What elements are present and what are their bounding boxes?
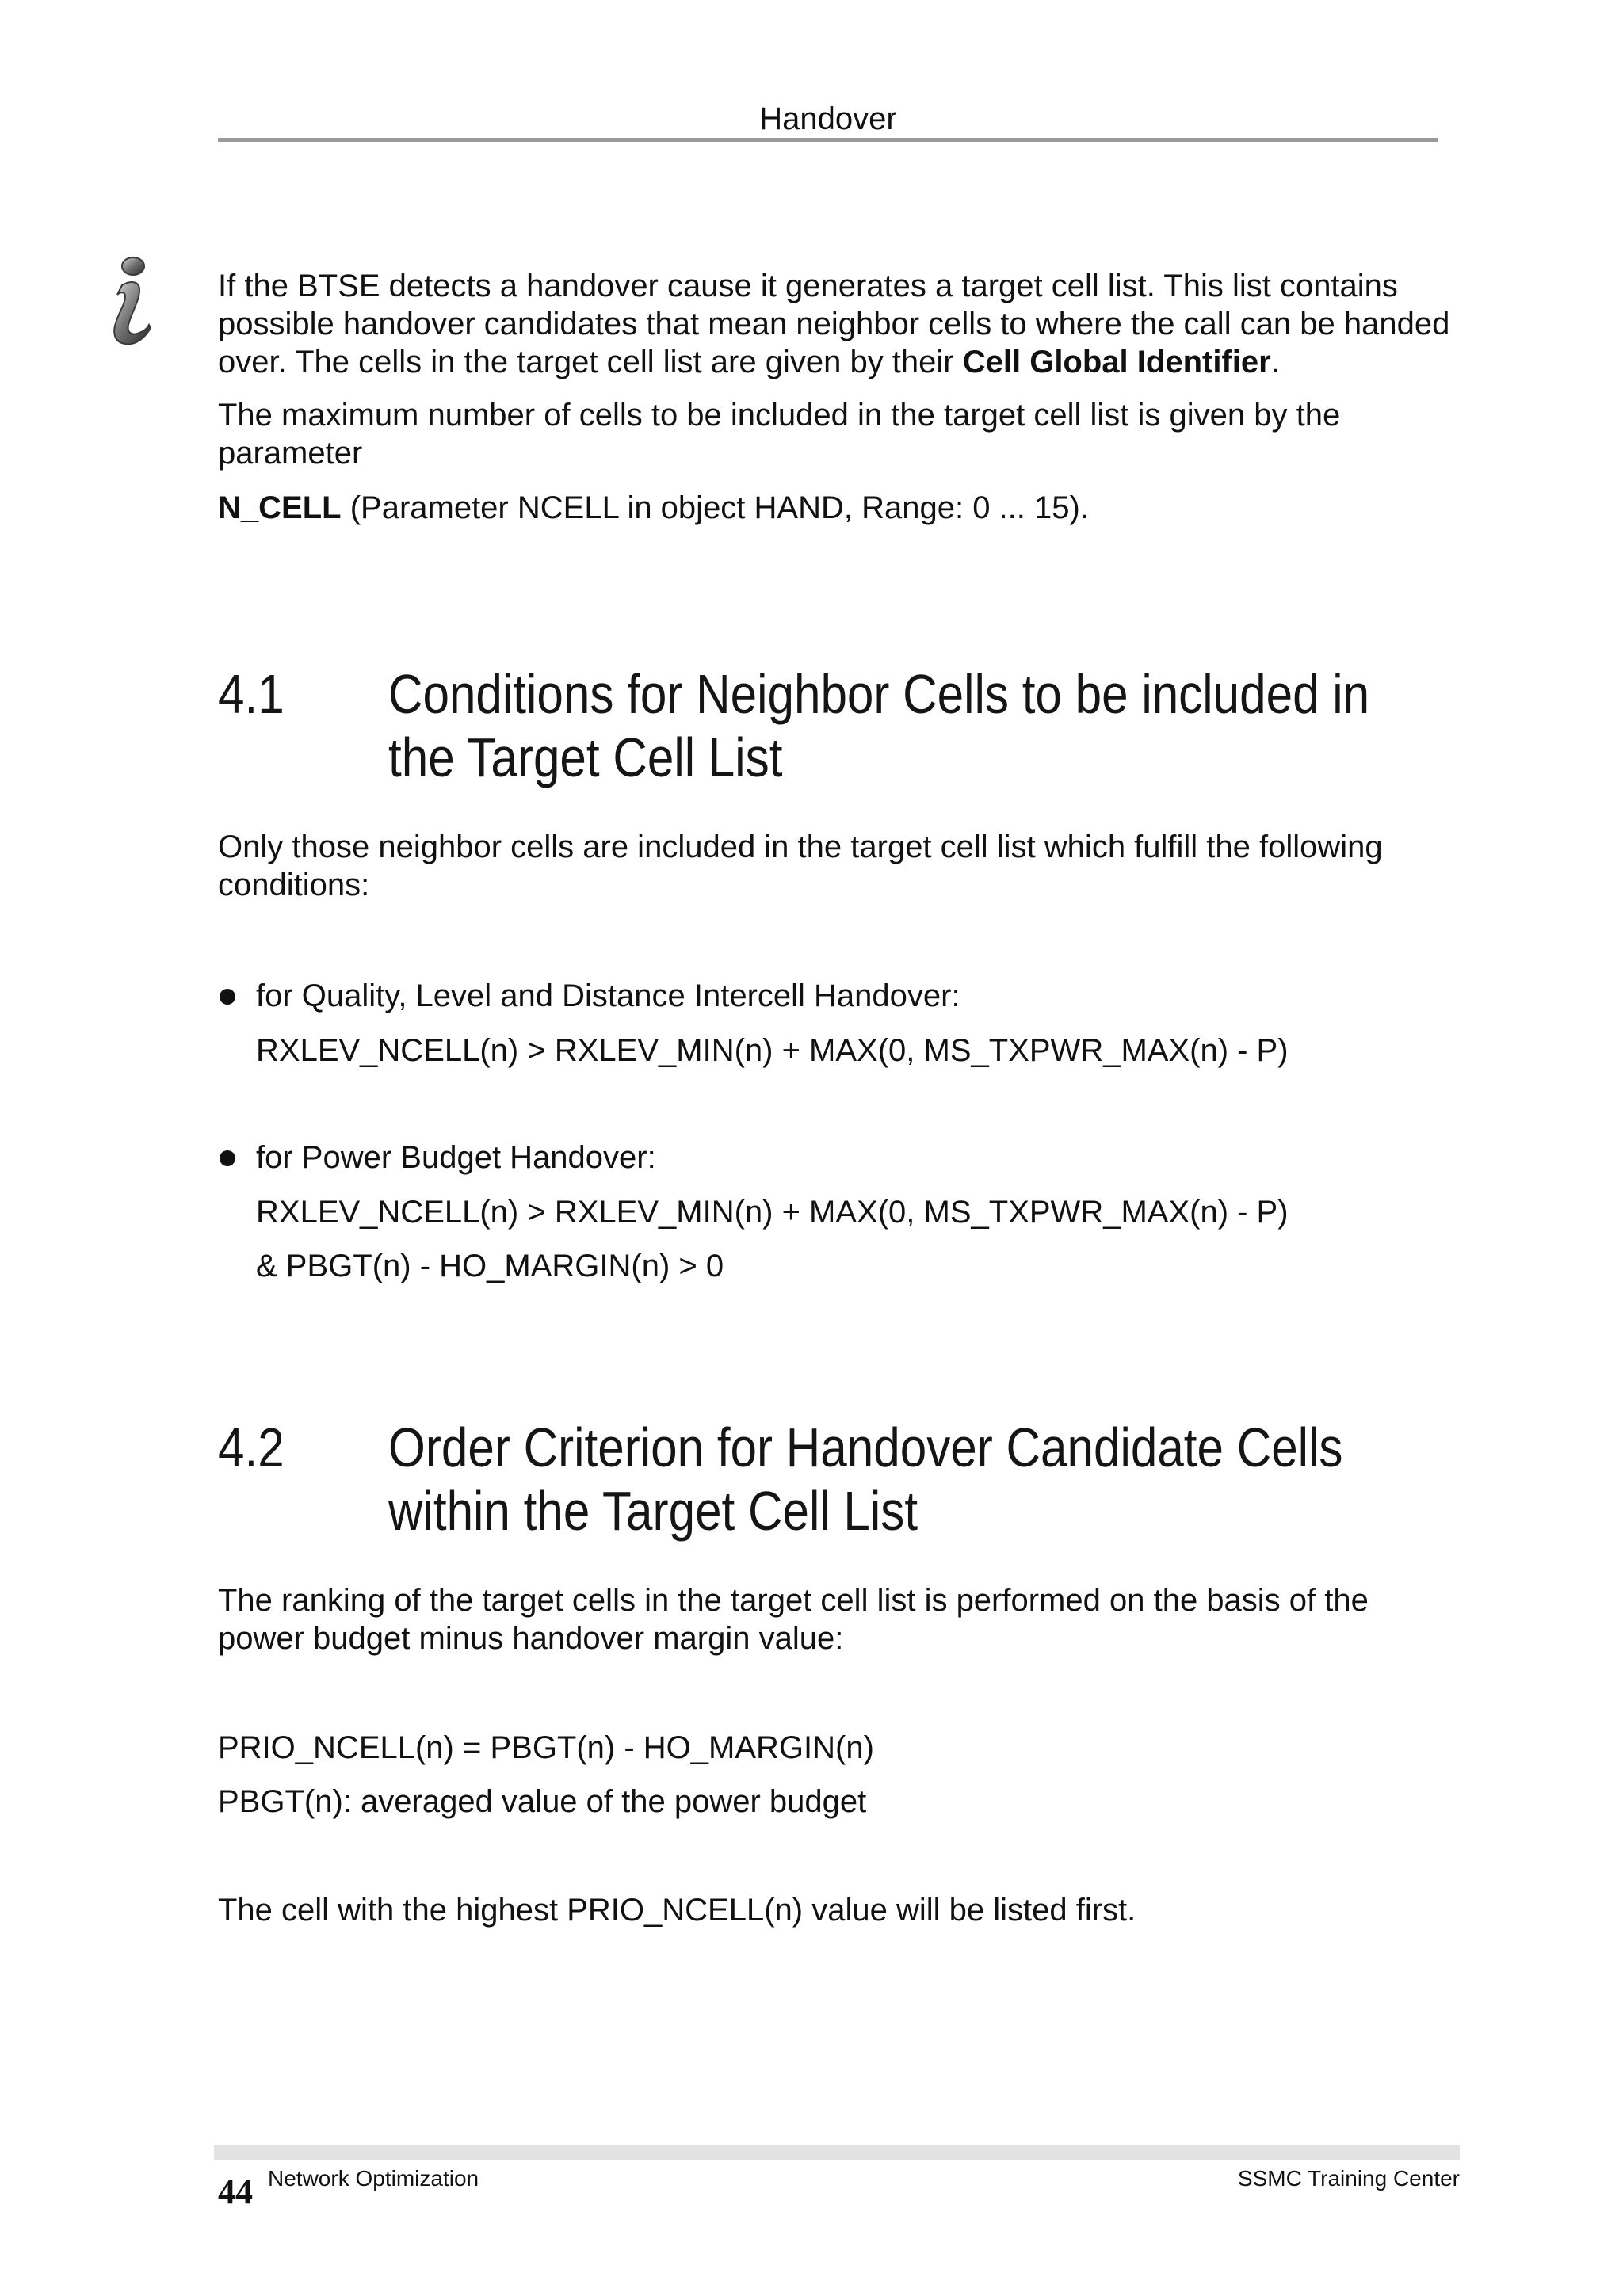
footer-left-text: Network Optimization — [268, 2166, 479, 2191]
formula: & PBGT(n) - HO_MARGIN(n) > 0 — [256, 1249, 724, 1283]
cell-global-identifier-term: Cell Global Identifier — [962, 345, 1271, 379]
section-title-line-2: the Target Cell List — [388, 727, 783, 788]
bullet-label: for Power Budget Handover: — [256, 1140, 656, 1175]
note-paragraph-3 — [218, 489, 1454, 527]
section-title-line-1: Order Criterion for Handover Candidate Cells — [388, 1417, 1343, 1478]
footer-rule — [214, 2145, 1460, 2160]
header-rule — [218, 138, 1438, 142]
section-intro: The ranking of the target cells in the target cell list is performed on the basis of the power budget minus handover margin value: — [218, 1583, 1369, 1656]
conclusion: The cell with the highest PRIO_NCELL(n) value will be listed first. — [218, 1893, 1136, 1928]
bullet-label: for Quality, Level and Distance Intercell Handover: — [256, 978, 960, 1013]
note-paragraph-1-end: . — [1270, 345, 1280, 379]
formula: PRIO_NCELL(n) = PBGT(n) - HO_MARGIN(n) — [218, 1730, 874, 1765]
footer-right-text: SSMC Training Center — [1237, 2166, 1460, 2191]
page-number: 44 — [218, 2172, 253, 2211]
section-number: 4.1 — [218, 663, 285, 725]
note-paragraph-1-text: If the BTSE detects a handover cause it generates a target cell list. This list contains possible handover candidates that mean neighbor cells to where the call can be handed over. The cells in the target cell list are given by their — [218, 269, 1450, 379]
section-intro: Only those neighbor cells are included in the target cell list which fulfill the following conditions: — [218, 830, 1383, 902]
bullet-dot — [220, 1150, 235, 1166]
formula: RXLEV_NCELL(n) > RXLEV_MIN(n) + MAX(0, MS_TXPWR_MAX(n) - P) — [256, 1033, 1289, 1068]
info-icon — [103, 255, 158, 350]
section-title-line-2: within the Target Cell List — [388, 1480, 918, 1542]
note-paragraph-1 — [218, 267, 1454, 381]
formula: RXLEV_NCELL(n) > RXLEV_MIN(n) + MAX(0, MS_TXPWR_MAX(n) - P) — [256, 1195, 1289, 1230]
section-number: 4.2 — [218, 1417, 285, 1478]
note-paragraph-2: The maximum number of cells to be included in the target cell list is given by the parameter — [218, 398, 1341, 471]
n-cell-term: N_CELL — [218, 490, 342, 525]
n-cell-description: (Parameter NCELL in object HAND, Range: 0 ... 15). — [341, 490, 1089, 525]
bullet-dot — [220, 989, 235, 1005]
definition: PBGT(n): averaged value of the power budget — [218, 1784, 867, 1819]
running-header: Handover — [759, 101, 897, 136]
section-title-line-1: Conditions for Neighbor Cells to be included in — [388, 663, 1370, 725]
